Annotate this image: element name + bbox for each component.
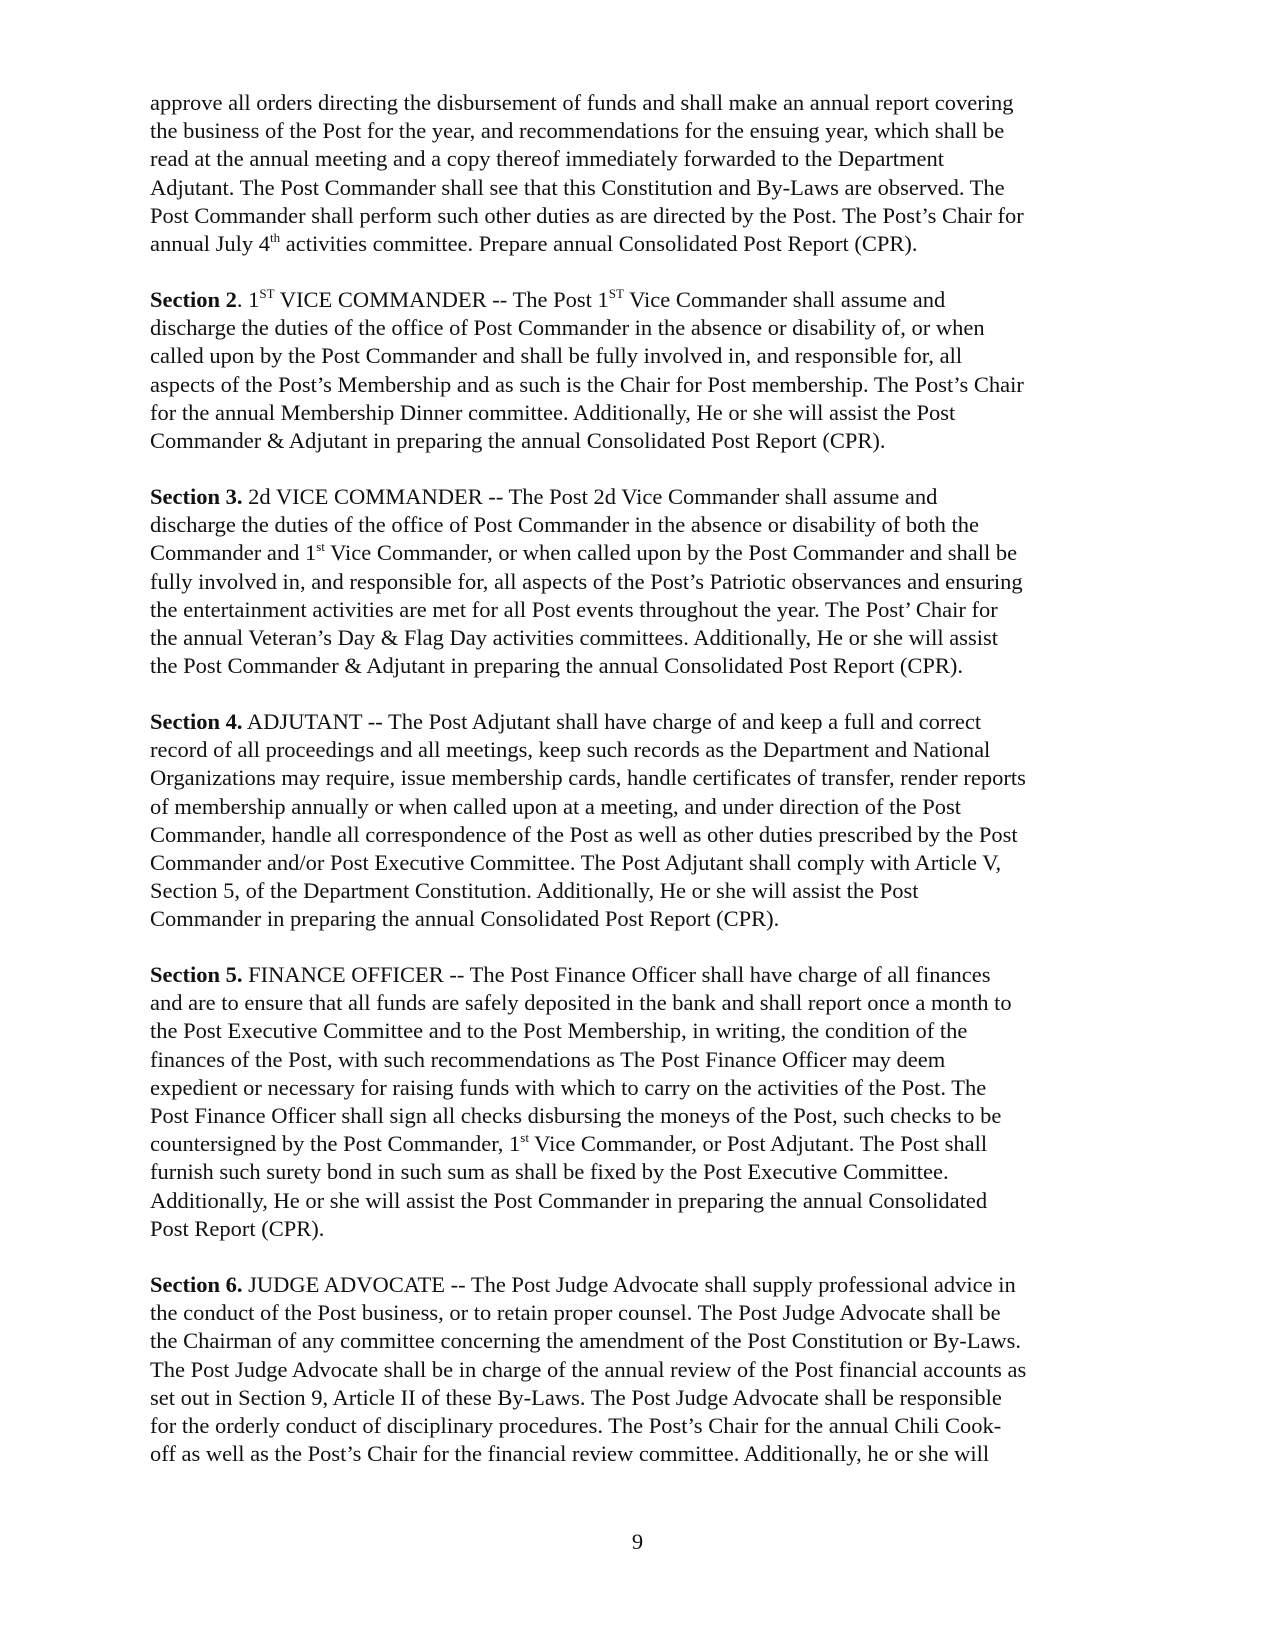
text-line <box>150 1101 1001 1130</box>
text-line <box>150 1016 967 1045</box>
text-line <box>150 567 1023 596</box>
section-heading: Section 2 <box>150 287 237 312</box>
text-line <box>150 398 955 427</box>
text-line <box>150 1298 1001 1327</box>
text-line <box>150 707 981 736</box>
text-run: 2d VICE COMMANDER -- The Post 2d Vice Commander shall assume and <box>242 484 938 509</box>
text-run: Post Report (CPR). <box>150 1215 325 1241</box>
text-run: fully involved in, and responsible for, all aspects of the Post’s Patriotic observances and ensuring <box>150 568 1023 594</box>
text-line <box>150 1186 987 1215</box>
text-run: the Post Commander & Adjutant in preparing the annual Consolidated Post Report (CPR). <box>150 653 964 679</box>
text-run: the conduct of the Post business, or to retain proper counsel. The Post Judge Advocate shall be <box>150 1300 1001 1326</box>
text-line <box>150 1383 1002 1412</box>
text-run: Post Commander shall perform such other duties as are directed by the Post. The Post’s Chair for <box>150 202 1024 228</box>
text-line <box>150 88 1013 117</box>
text-run: countersigned by the Post Commander, 1 <box>150 1131 521 1157</box>
text-run: activities committee. Prepare annual Consolidated Post Report (CPR). <box>280 231 918 256</box>
text-line <box>150 960 990 989</box>
text-line <box>150 144 944 173</box>
superscript: th <box>269 230 281 245</box>
text-run: set out in Section 9, Article II of these By-Laws. The Post Judge Advocate shall be responsible <box>150 1384 1002 1410</box>
text-run: the annual Veteran’s Day & Flag Day activities committees. Additionally, He or she will assist <box>150 625 998 650</box>
text-line <box>150 1439 989 1468</box>
text-run: Post Finance Officer shall sign all checks disbursing the moneys of the Post, such checks to be <box>150 1103 1002 1128</box>
section-heading: Section 6. <box>150 1272 243 1297</box>
text-run: the Post Executive Committee and to the Post Membership, in writing, the condition of the <box>150 1018 968 1044</box>
text-line <box>150 510 979 539</box>
text-line <box>150 820 1018 849</box>
text-line <box>150 904 779 933</box>
text-line <box>150 876 918 905</box>
text-run: expedient or necessary for raising funds with which to carry on the activities of the Post. The <box>150 1074 987 1100</box>
text-line <box>150 1270 1016 1299</box>
text-run: ADJUTANT -- The Post Adjutant shall have charge of and keep a full and correct <box>242 709 982 734</box>
text-run: Commander in preparing the annual Consolidated Post Report (CPR). <box>150 906 780 932</box>
text-run: Additionally, He or she will assist the Post Commander in preparing the annual Consolidated <box>150 1187 988 1213</box>
text-line <box>150 285 945 314</box>
text-run: Commander & Adjutant in preparing the annual Consolidated Post Report (CPR). <box>150 428 886 453</box>
text-run: called upon by the Post Commander and shall be fully involved in, and responsible for, all <box>150 343 963 369</box>
text-run: aspects of the Post’s Membership and as such is the Chair for Post membership. The Post’s Chair <box>150 371 1024 397</box>
text-line <box>150 1073 986 1102</box>
text-line <box>150 426 886 455</box>
text-line <box>150 623 998 652</box>
text-run: The Post Judge Advocate shall be in charge of the annual review of the Post financial accounts as <box>150 1356 1027 1382</box>
text-run: FINANCE OFFICER -- The Post Finance Officer shall have charge of all finances <box>242 962 991 987</box>
text-line <box>150 988 1012 1017</box>
text-run: Vice Commander, or when called upon by the Post Commander and shall be <box>324 540 1018 566</box>
text-line <box>150 1157 949 1186</box>
text-line <box>150 116 1004 145</box>
text-line <box>150 1045 945 1074</box>
text-run: Vice Commander shall assume and <box>623 287 946 312</box>
text-line <box>150 1326 1021 1355</box>
text-run: furnish such surety bond in such sum as shall be fixed by the Post Executive Committee. <box>150 1159 949 1185</box>
superscript: ST <box>608 286 624 301</box>
text-line <box>150 1214 324 1243</box>
text-run: finances of the Post, with such recommendations as The Post Finance Officer may deem <box>150 1046 946 1072</box>
text-run: the business of the Post for the year, and recommendations for the ensuing year, which shall be <box>150 118 1005 144</box>
text-run: Organizations may require, issue membership cards, handle certificates of transfer, render reports <box>150 765 1026 791</box>
text-run: annual July 4 <box>150 231 270 256</box>
page-number: 9 <box>631 1529 644 1554</box>
text-line <box>150 341 962 370</box>
text-run: Commander and 1 <box>150 540 317 566</box>
section-heading: Section 4. <box>150 709 243 734</box>
text-run: and are to ensure that all funds are safely deposited in the bank and shall report once a month to <box>150 990 1012 1016</box>
text-line <box>150 1129 987 1158</box>
text-line <box>150 1355 1026 1384</box>
text-line <box>150 370 1024 399</box>
text-line <box>150 595 998 624</box>
text-run: the entertainment activities are met for all Post events throughout the year. The Post’ Chair for <box>150 596 998 622</box>
text-run: Adjutant. The Post Commander shall see that this Constitution and By-Laws are observed. The <box>150 174 1005 200</box>
text-run: discharge the duties of the office of Post Commander in the absence or disability of both the <box>150 512 979 538</box>
text-run: record of all proceedings and all meetings, keep such records as the Department and National <box>150 737 991 763</box>
text-run: approve all orders directing the disbursement of funds and shall make an annual report covering <box>150 90 1014 115</box>
text-run: Commander and/or Post Executive Committee. The Post Adjutant shall comply with Article V, <box>150 850 1002 875</box>
text-line <box>150 201 1024 230</box>
text-line <box>150 173 1005 202</box>
superscript: st <box>520 1130 529 1146</box>
section-heading: Section 5. <box>150 962 243 987</box>
text-line <box>150 735 990 764</box>
text-run: VICE COMMANDER -- The Post 1 <box>274 287 609 312</box>
text-line <box>150 482 937 511</box>
text-run: the Chairman of any committee concerning the amendment of the Post Constitution or By-Laws. <box>150 1328 1022 1354</box>
text-line <box>150 848 1001 877</box>
text-run: read at the annual meeting and a copy thereof immediately forwarded to the Department <box>150 146 945 172</box>
text-run: . 1 <box>236 287 260 312</box>
text-run: for the orderly conduct of disciplinary procedures. The Post’s Chair for the annual Chili Cook- <box>150 1413 1002 1438</box>
text-run: off as well as the Post’s Chair for the financial review committee. Additionally, he or she will <box>150 1441 990 1467</box>
text-line <box>150 229 918 258</box>
superscript: st <box>316 539 325 555</box>
text-line <box>150 538 1017 567</box>
text-line <box>150 313 985 342</box>
text-line <box>150 651 963 680</box>
text-line <box>150 1411 1001 1440</box>
section-heading: Section 3. <box>150 484 243 509</box>
text-run: for the annual Membership Dinner committee. Additionally, He or she will assist the Post <box>150 399 956 425</box>
text-run: Commander, handle all correspondence of the Post as well as other duties prescribed by the Post <box>150 821 1018 847</box>
text-run: Vice Commander, or Post Adjutant. The Post shall <box>528 1131 988 1157</box>
text-run: JUDGE ADVOCATE -- The Post Judge Advocate shall supply professional advice in <box>242 1272 1016 1297</box>
text-line <box>150 763 1026 792</box>
text-run: discharge the duties of the office of Post Commander in the absence or disability of, or when <box>150 315 985 341</box>
superscript: ST <box>259 286 275 301</box>
text-run: Section 5, of the Department Constitution. Additionally, He or she will assist the Post <box>150 878 919 904</box>
text-line <box>150 792 961 821</box>
text-run: of membership annually or when called upon at a meeting, and under direction of the Post <box>150 793 962 819</box>
